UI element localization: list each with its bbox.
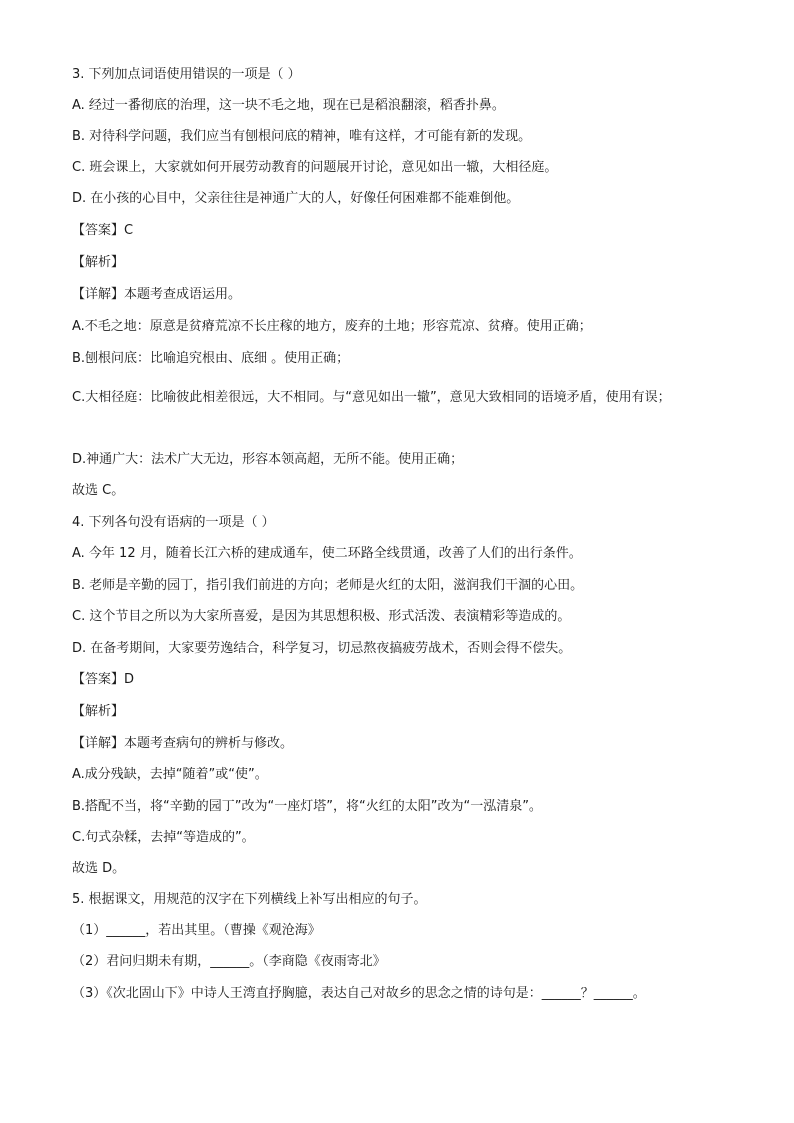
q3-explanation-b: B.刨根问底：比喻追究根由、底细 。使用正确； <box>72 351 350 366</box>
q4-option-a: A. 今年 12 月，随着长江六桥的建成通车，使二环路全线贯通，改善了人们的出行条件。 <box>72 546 582 561</box>
q3-detail: 【详解】本题考查成语运用。 <box>72 287 242 302</box>
q3-option-a: A. 经过一番彻底的治理，这一块不毛之地，现在已是稻浪翻滚，稻香扑鼻。 <box>72 98 505 113</box>
q4-analysis-label: 【解析】 <box>72 704 125 719</box>
q3-stem: 3. 下列加点词语使用错误的一项是（ ） <box>72 67 301 82</box>
q5-item-1: （1）______，若出其里。（曹操《观沧海》 <box>72 923 321 938</box>
q3-option-b: B. 对待科学问题，我们应当有刨根问底的精神，唯有这样，才可能有新的发现。 <box>72 129 532 144</box>
q5-item-3: （3）《次北固山下》中诗人王湾直抒胸臆，表达自己对故乡的思念之情的诗句是：______？______。 <box>72 986 646 1001</box>
q4-detail: 【详解】本题考查病句的辨析与修改。 <box>72 736 294 751</box>
q3-option-d: D. 在小孩的心目中，父亲往往是神通广大的人，好像任何困难都不能难倒他。 <box>72 191 520 206</box>
q4-explanation-c: C.句式杂糅，去掉“等造成的”。 <box>72 830 255 845</box>
q3-analysis-label: 【解析】 <box>72 255 125 270</box>
q3-explanation-d: D.神通广大：法术广大无边，形容本领高超，无所不能。使用正确； <box>72 452 464 467</box>
q4-explanation-b: B.搭配不当，将“辛勤的园丁”改为“一座灯塔”，将“火红的太阳”改为“一泓清泉”。 <box>72 799 542 814</box>
q5-stem: 5. 根据课文，用规范的汉字在下列横线上补写出相应的句子。 <box>72 892 427 907</box>
q4-answer: 【答案】D <box>72 672 135 687</box>
q4-option-d: D. 在备考期间，大家要劳逸结合，科学复习，切忌熬夜搞疲劳战术，否则会得不偿失。 <box>72 641 572 656</box>
q3-answer: 【答案】C <box>72 223 134 238</box>
q3-explanation-a: A.不毛之地：原意是贫瘠荒凉不长庄稼的地方，废弃的土地；形容荒凉、贫瘠。使用正确； <box>72 319 592 334</box>
q4-explanation-a: A.成分残缺，去掉“随着”或“使”。 <box>72 767 268 782</box>
q4-stem: 4. 下列各句没有语病的一项是（ ） <box>72 515 275 530</box>
q3-conclusion: 故选 C。 <box>72 483 125 498</box>
q3-option-c: C. 班会课上，大家就如何开展劳动教育的问题展开讨论，意见如出一辙，大相径庭。 <box>72 160 558 175</box>
q4-conclusion: 故选 D。 <box>72 861 126 876</box>
q3-explanation-c: C.大相径庭：比喻彼此相差很远，大不相同。与“意见如出一辙”，意见大致相同的语境矛盾，使用有误； <box>72 390 671 405</box>
q5-item-2: （2）君问归期未有期，______。（李商隐《夜雨寄北》 <box>72 954 386 969</box>
q4-option-c: C. 这个节目之所以为大家所喜爱，是因为其思想积极、形式活泼、表演精彩等造成的。 <box>72 609 571 624</box>
q4-option-b: B. 老师是辛勤的园丁，指引我们前进的方向；老师是火红的太阳，滋润我们干涸的心田。 <box>72 578 584 593</box>
